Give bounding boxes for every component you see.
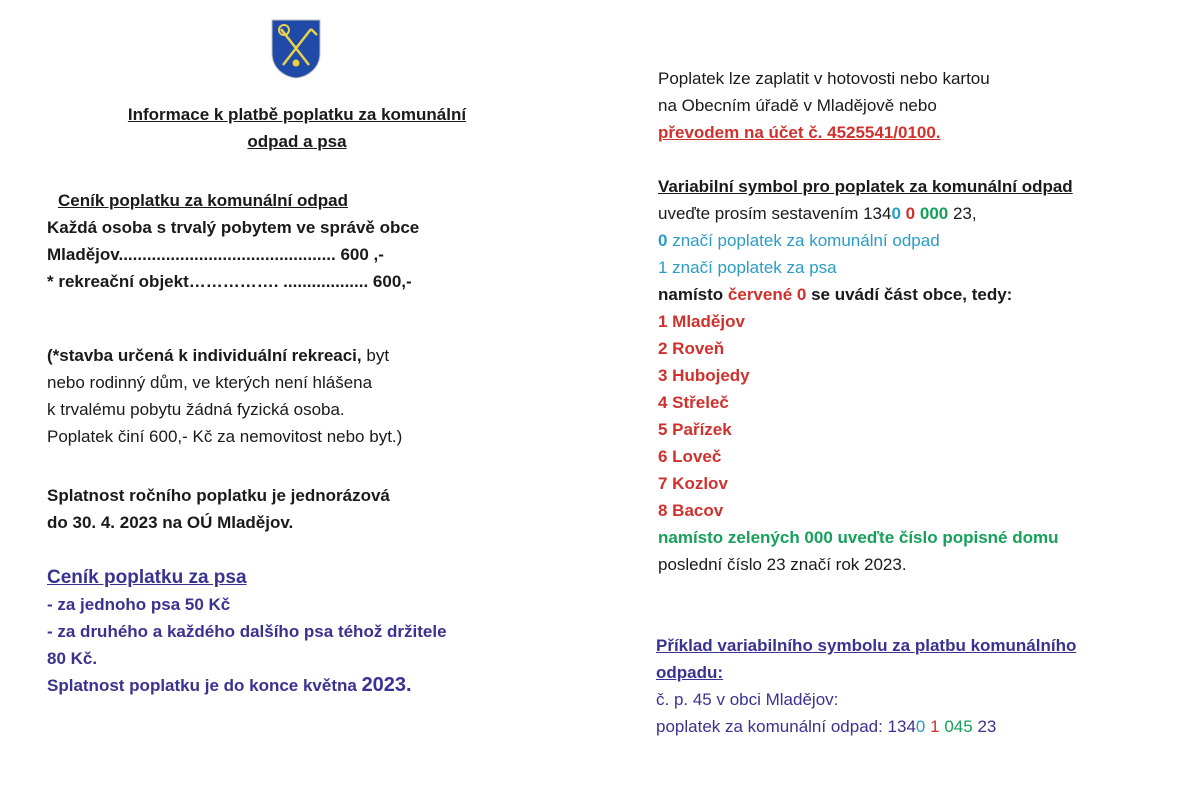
village-part: 1 Mladějov — [658, 312, 745, 331]
note-text: byt — [361, 346, 390, 365]
waste-price-heading: Ceník poplatku za komunální odpad — [58, 191, 348, 210]
vs-digit-part: 0 — [905, 204, 916, 223]
waste-price-section — [47, 187, 419, 295]
example-tail: 23 — [977, 717, 997, 736]
document-title — [0, 101, 594, 155]
example-heading: odpadu: — [656, 663, 724, 682]
example-digit-part: 1 — [930, 717, 940, 736]
dog-price-section — [47, 564, 447, 699]
vs-one-line: 1 značí poplatek za psa — [658, 258, 837, 277]
example-heading: Příklad variabilního symbolu za platbu komunálního — [656, 636, 1077, 655]
example-line: č. p. 45 v obci Mladějov: — [656, 690, 839, 709]
village-part: 6 Loveč — [658, 447, 722, 466]
vs-last-note: poslední číslo 23 značí rok 2023. — [658, 555, 907, 574]
village-part: 3 Hubojedy — [658, 366, 750, 385]
due-line: do 30. 4. 2023 na OÚ Mladějov. — [47, 513, 294, 532]
dog-due-year: 2023. — [361, 674, 412, 696]
vs-zero: 0 — [658, 231, 668, 250]
village-part: 2 Roveň — [658, 339, 725, 358]
vs-instead-text: se uvádí část obce, tedy: — [806, 285, 1013, 304]
village-part: 5 Pařízek — [658, 420, 732, 439]
waste-price-line: Mladějov.............................................. 600 ,- — [47, 245, 384, 264]
payment-line: Poplatek lze zaplatit v hotovosti nebo kartou — [658, 69, 990, 88]
village-part: 4 Střeleč — [658, 393, 729, 412]
payment-info — [658, 65, 990, 146]
note-line: nebo rodinný dům, ve kterých není hlášena — [47, 373, 373, 392]
waste-price-line: Každá osoba s trvalý pobytem ve správě obce — [47, 218, 420, 237]
vs-intro: uveďte prosím sestavením 134 — [658, 204, 892, 223]
title-line: Informace k platbě poplatku za komunální — [127, 105, 467, 124]
dog-price-heading: Ceník poplatku za psa — [47, 567, 247, 588]
example-digit-house: 045 — [944, 717, 973, 736]
bank-account: převodem na účet č. 4525541/0100. — [658, 123, 941, 142]
example-line: poplatek za komunální odpad: 134 — [656, 717, 916, 736]
vs-instead-text: namísto — [658, 285, 728, 304]
dog-due-text: Splatnost poplatku je do konce května — [47, 676, 362, 695]
village-part: 8 Bacov — [658, 501, 724, 520]
note-line: Poplatek činí 600,- Kč za nemovitost nebo byt.) — [47, 427, 403, 446]
vs-green-note: namísto zelených 000 uveďte číslo popisné domu — [658, 528, 1059, 547]
vs-digit-house: 000 — [919, 204, 949, 223]
coat-of-arms-logo — [271, 19, 321, 79]
example-digit-type: 0 — [915, 717, 926, 736]
variable-symbol-section — [658, 173, 1073, 578]
dog-price-line: 80 Kč. — [47, 649, 98, 668]
note-bold: (*stavba určená k individuální rekreaci, — [47, 346, 362, 365]
dog-price-line: - za druhého a každého dalšího psa téhož držitele — [47, 622, 447, 641]
vs-digit-type: 0 — [891, 204, 901, 223]
waste-price-line: * rekreační objekt……………. .................. 600,- — [47, 272, 412, 291]
due-date-section — [47, 482, 390, 536]
recreation-note — [47, 342, 402, 450]
village-part: 7 Kozlov — [658, 474, 728, 493]
vs-zero-text: značí poplatek za komunální odpad — [667, 231, 940, 250]
payment-line: na Obecním úřadě v Mladějově nebo — [658, 96, 937, 115]
example-section — [656, 632, 1076, 740]
due-line: Splatnost ročního poplatku je jednorázová — [47, 486, 390, 505]
title-line: odpad a psa — [247, 132, 347, 151]
vs-tail: 23, — [952, 204, 977, 223]
vs-heading: Variabilní symbol pro poplatek za komunální odpad — [658, 177, 1073, 196]
note-line: k trvalému pobytu žádná fyzická osoba. — [47, 400, 345, 419]
dog-price-line: - za jednoho psa 50 Kč — [47, 595, 231, 614]
vs-instead-red: červené 0 — [727, 285, 807, 304]
